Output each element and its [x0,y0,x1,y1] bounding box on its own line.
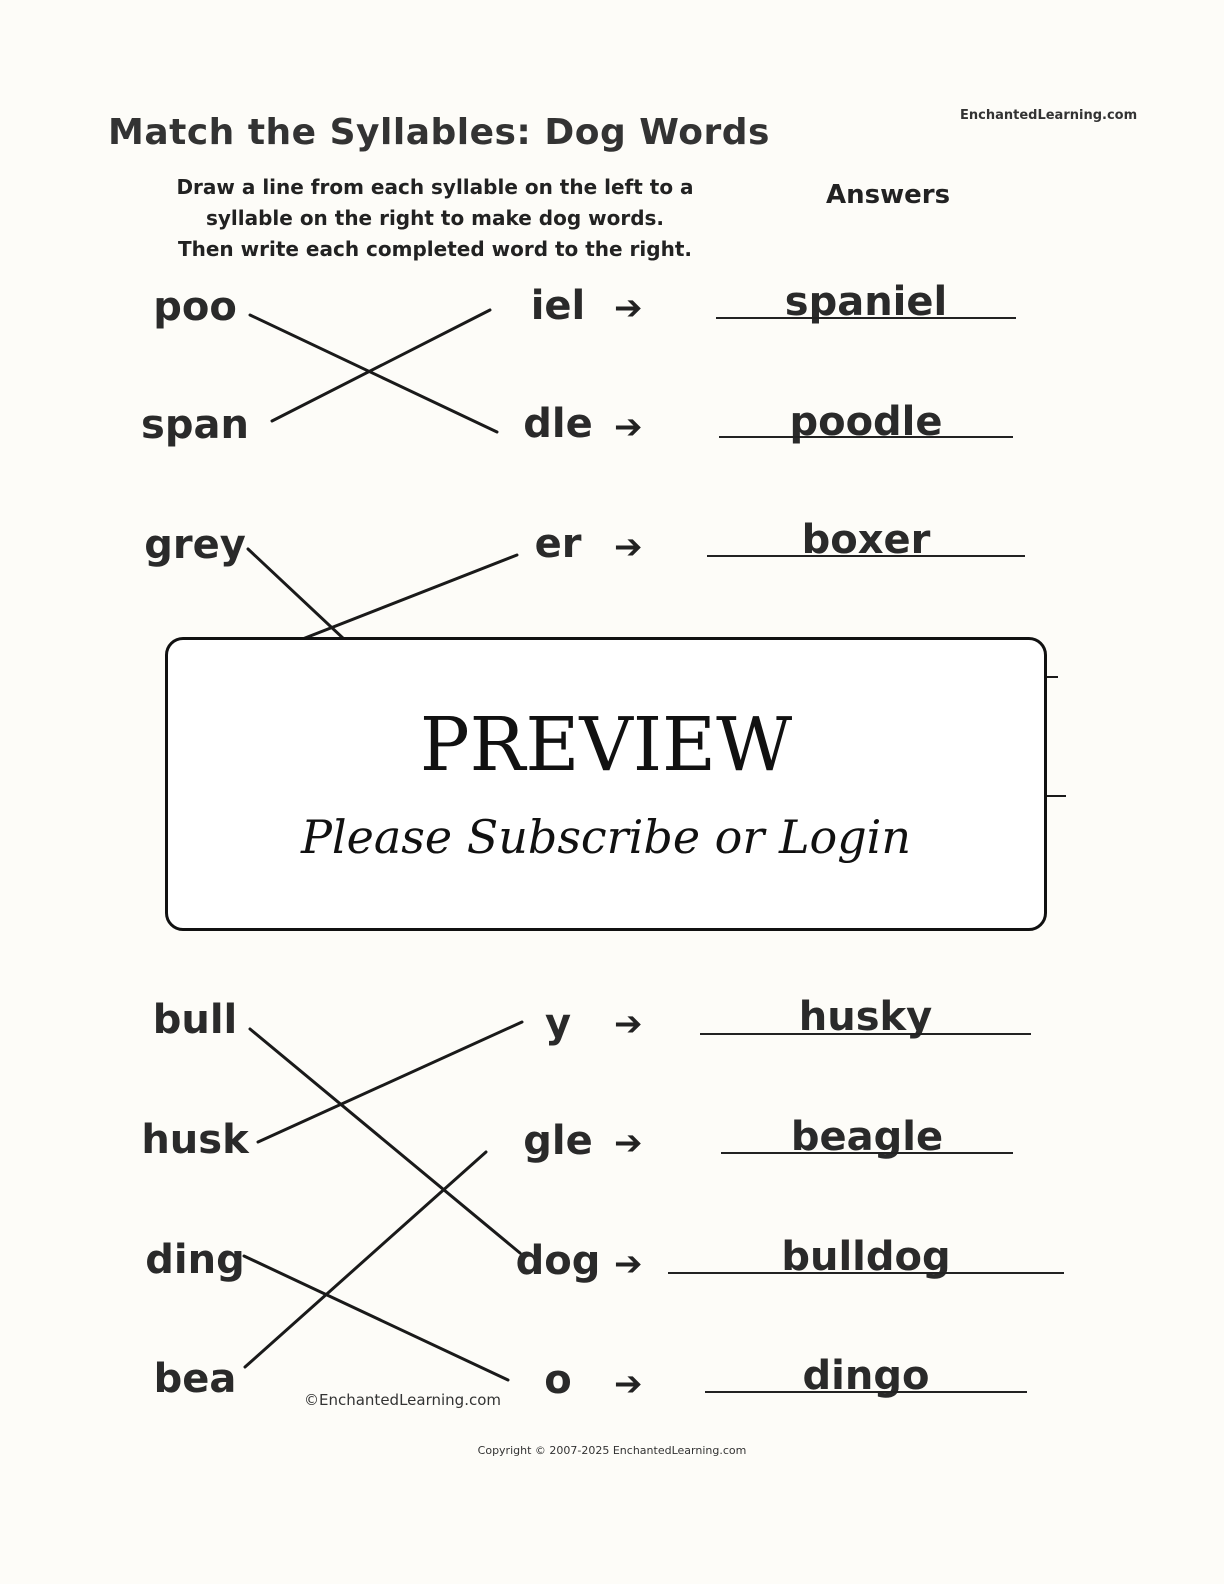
answer-line[interactable] [716,317,1016,319]
left-syllable: grey [144,522,246,568]
preview-overlay[interactable] [165,637,1047,931]
answer-line[interactable] [707,555,1025,557]
right-syllable: gle [523,1118,593,1164]
answer-word: bulldog [781,1234,951,1280]
match-line [258,1022,522,1142]
right-syllable: iel [530,283,586,329]
right-syllable: er [534,521,582,567]
match-line [248,549,345,640]
left-syllable: husk [141,1117,249,1163]
left-syllable: bull [152,997,238,1043]
answer-line[interactable] [700,1033,1031,1035]
answer-line[interactable] [705,1391,1027,1393]
left-syllable: bea [153,1356,237,1402]
instruction-line: syllable on the right to make dog words. [205,206,665,230]
answer-word: poodle [789,399,943,445]
answer-word: spaniel [784,279,948,325]
watermark: ©EnchantedLearning.com [304,1391,501,1409]
right-syllable: y [544,1001,572,1047]
left-syllable: ding [145,1237,245,1283]
left-syllable: span [141,402,249,448]
arrow-right-icon: ➔ [614,288,643,328]
answer-word: husky [798,994,933,1040]
instruction-line: Then write each completed word to the right. [177,237,692,261]
subscribe-login-link[interactable]: Please Subscribe or Login [300,810,912,864]
arrow-right-icon: ➔ [614,1244,643,1284]
match-line [244,1256,508,1380]
right-syllable: o [544,1357,572,1403]
left-syllable: poo [153,284,237,330]
right-syllable: dog [515,1238,601,1284]
answer-word: beagle [790,1114,944,1160]
arrow-right-icon: ➔ [614,407,643,447]
answer-line[interactable] [721,1152,1013,1154]
match-line [250,1029,520,1253]
arrow-right-icon: ➔ [614,1123,643,1163]
right-syllable: dle [523,401,593,447]
match-line [245,1152,486,1367]
match-line [272,310,490,421]
preview-title: PREVIEW [419,702,793,788]
page-title: Match the Syllables: Dog Words [108,112,770,153]
arrow-right-icon: ➔ [614,527,643,567]
instruction-line: Draw a line from each syllable on the left to a [176,175,694,199]
arrow-right-icon: ➔ [614,1364,643,1404]
answer-line[interactable] [668,1272,1064,1274]
site-name[interactable]: EnchantedLearning.com [960,108,1138,123]
match-line [300,555,517,640]
answer-line[interactable] [719,436,1013,438]
answers-heading: Answers [826,180,951,210]
answer-word: boxer [801,517,931,563]
copyright: Copyright © 2007-2025 EnchantedLearning.com [477,1444,747,1457]
arrow-right-icon: ➔ [614,1004,643,1044]
answer-word: dingo [802,1353,930,1399]
